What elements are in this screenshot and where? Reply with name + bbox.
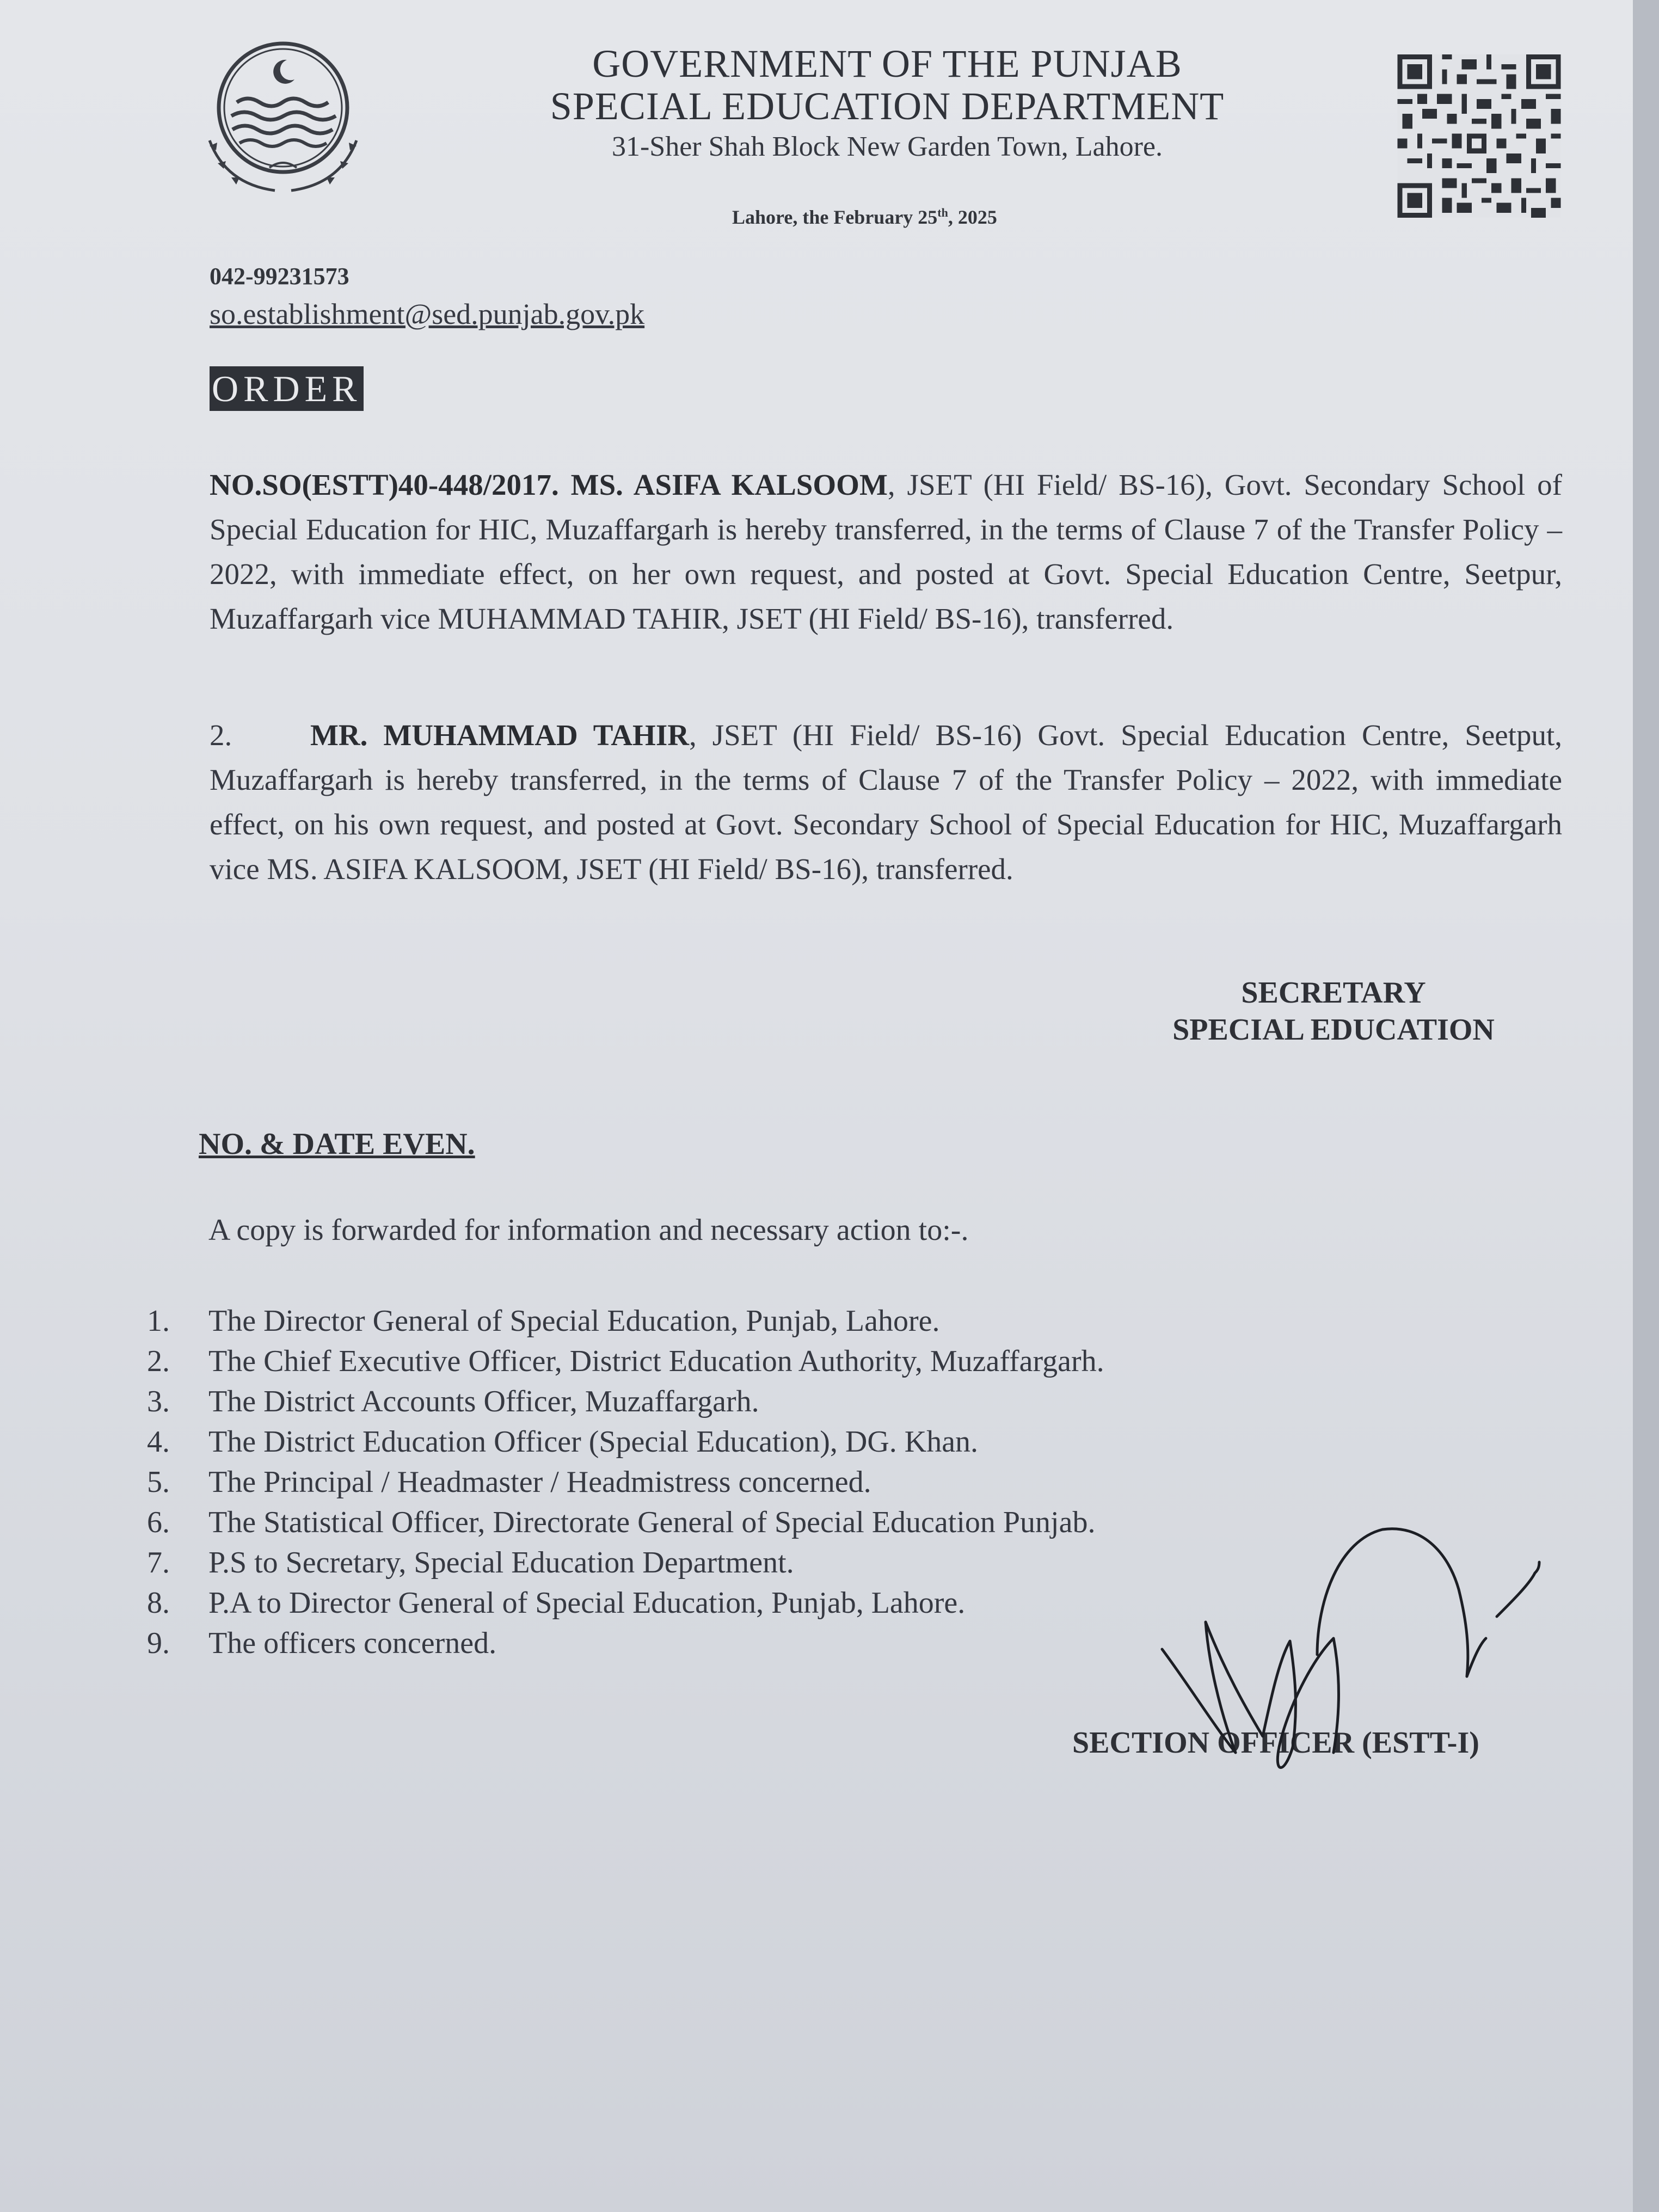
section-officer-title: SECTION OFFICER (ESTT-I) [1072,1726,1479,1760]
no-date-heading: NO. & DATE EVEN. [199,1127,475,1161]
qr-code-icon [1391,54,1568,218]
list-item [147,1301,1104,1341]
list-item [147,1502,1104,1543]
recipient-text: P.S to Secretary, Special Education Department. [208,1546,794,1580]
handwritten-signature [1154,1519,1546,1802]
list-item [147,1623,1104,1663]
recipient-text: The Chief Executive Officer, District Education Authority, Muzaffargarh. [208,1344,1104,1378]
paragraph-number: 2. [210,718,232,752]
punjab-emblem-icon [188,37,378,200]
recipient-text: The District Accounts Officer, Muzaffargarh. [208,1385,759,1418]
list-number: 1. [147,1304,170,1338]
list-number: 4. [147,1425,170,1459]
signatory-department: SPECIAL EDUCATION [1172,1013,1495,1047]
address: 31-Sher Shah Block New Garden Town, Lahore. [611,131,1163,162]
list-number: 6. [147,1506,170,1539]
list-number: 7. [147,1546,170,1580]
govt-title: GOVERNMENT OF THE PUNJAB [592,42,1182,85]
order-paragraph-2 [210,713,1562,892]
list-number: 9. [147,1626,170,1660]
recipient-text: The District Education Officer (Special Education), DG. Khan. [208,1425,979,1459]
list-item [147,1583,1104,1623]
order-reference: NO.SO(ESTT)40-448/2017. MS. ASIFA KALSOOM [210,468,888,501]
recipient-text: The Principal / Headmaster / Headmistress concerned. [208,1465,871,1499]
signatory-title: SECRETARY [1241,976,1426,1010]
order-heading: ORDER [210,366,364,411]
list-number: 8. [147,1586,170,1620]
page-edge [1633,0,1659,2212]
list-item [147,1422,1104,1462]
list-number: 2. [147,1344,170,1378]
date-year: , 2025 [948,206,997,228]
list-item [147,1381,1104,1422]
email-address: so.establishment@sed.punjab.gov.pk [210,298,645,330]
recipient-text: The Director General of Special Education, Punjab, Lahore. [208,1304,940,1338]
list-number: 3. [147,1385,170,1418]
list-number: 5. [147,1465,170,1499]
list-item [147,1543,1104,1583]
recipient-text: The Statistical Officer, Directorate General of Special Education Punjab. [208,1506,1096,1539]
list-item [147,1341,1104,1381]
order-paragraph-1 [210,463,1562,641]
date-main: Lahore, the February 25 [732,206,938,228]
phone-number: 042-99231573 [210,263,349,290]
forward-text: A copy is forwarded for information and necessary action to:-. [208,1213,969,1247]
list-item [147,1462,1104,1502]
letterhead [490,42,1285,167]
signatory-block [1143,974,1524,1048]
department-title: SPECIAL EDUCATION DEPARTMENT [550,84,1225,128]
recipient-text: P.A to Director General of Special Education, Punjab, Lahore. [208,1586,966,1620]
date-suffix: th [937,206,948,219]
issue-date [732,206,997,229]
paragraph-1-text: , JSET (HI Field/ BS-16), Govt. Secondary School of Special Education for HIC, Muzaffargarh is hereby transferred, in the terms of Clause 7 of the Transfer Policy – 2022, with immediate effect, on her own request, and posted at Govt. Special Education Centre, Seetpur, Muzaffargarh vice MUHAMMAD TAHIR, JSET (HI Field/ BS-16), transferred. [210,468,1562,635]
recipient-text: The officers concerned. [208,1626,497,1660]
paragraph-2-text: , JSET (HI Field/ BS-16) Govt. Special Education Centre, Seetput, Muzaffargarh is hereby transferred, in the terms of Clause 7 of the Transfer Policy – 2022, with immediate effect, on his own request, and posted at Govt. Secondary School of Special Education for HIC, Muzaffargarh vice MS. ASIFA KALSOOM, JSET (HI Field/ BS-16), transferred. [210,718,1562,886]
recipient-list [147,1301,1104,1663]
employee-name: MR. MUHAMMAD TAHIR [310,718,689,752]
